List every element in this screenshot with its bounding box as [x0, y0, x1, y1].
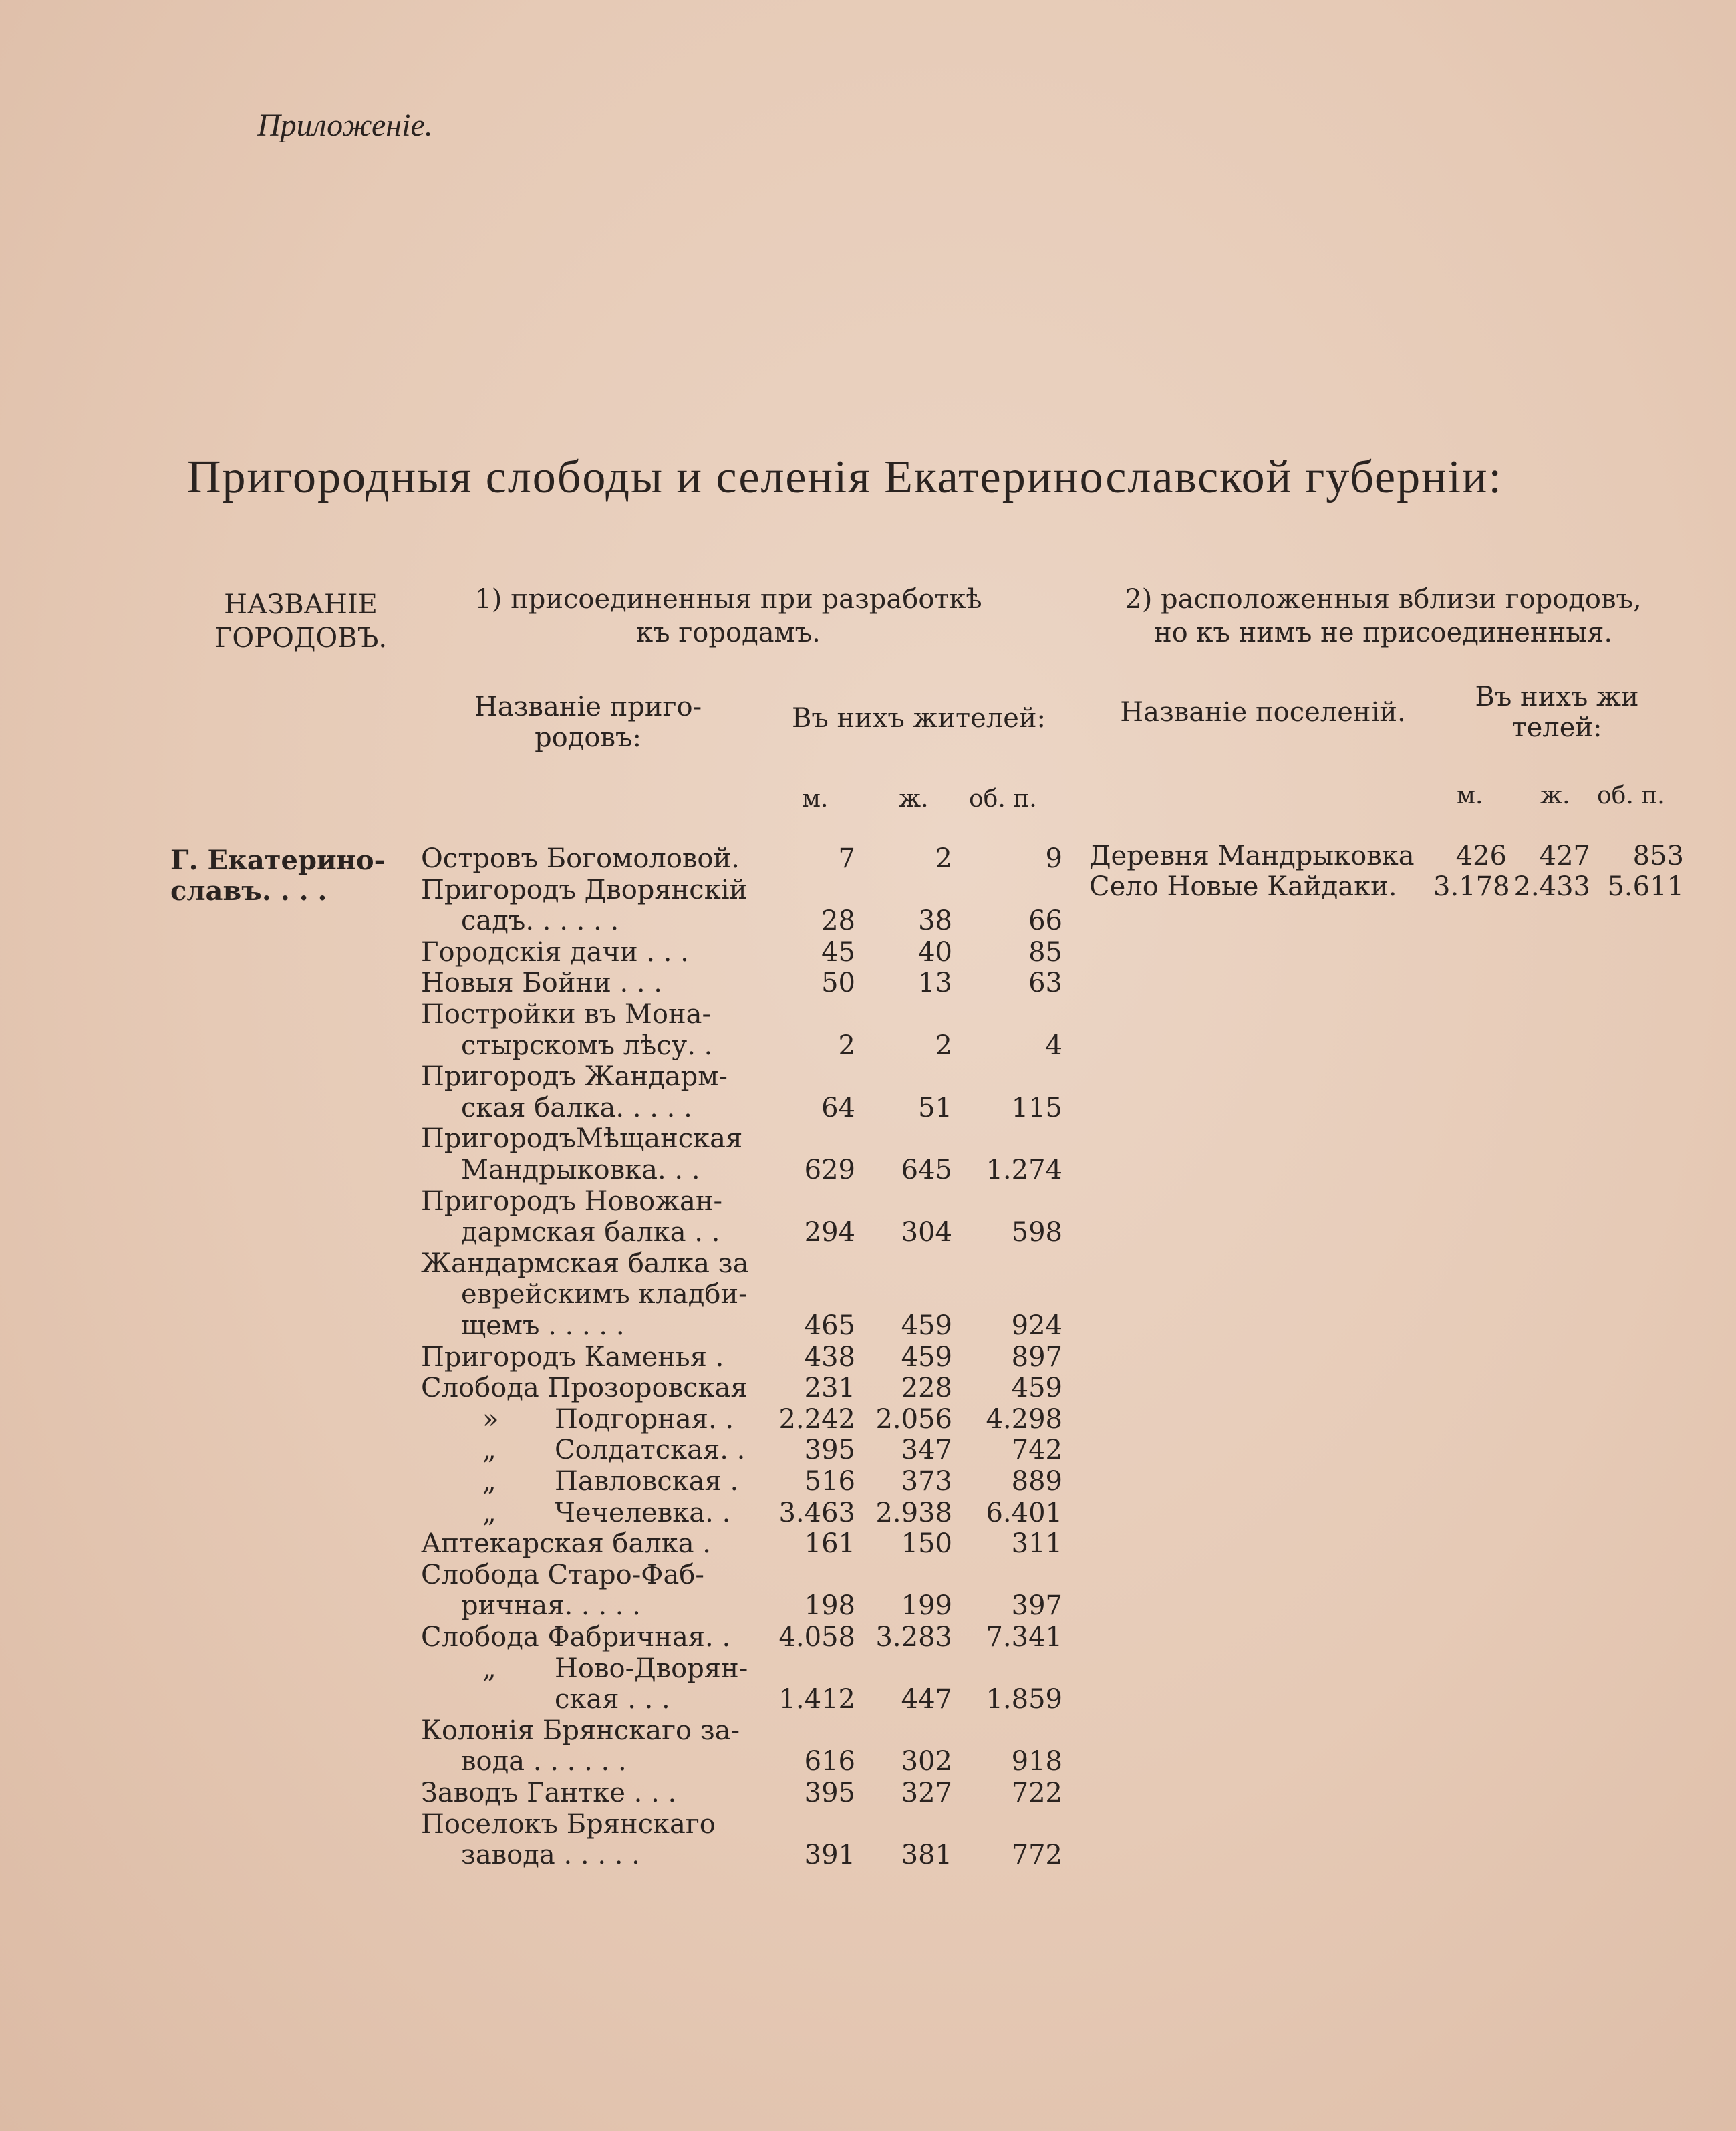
- ditto-mark: „: [482, 1466, 496, 1497]
- table-row: [0, 1435, 1736, 1465]
- count-male: 395: [804, 1435, 855, 1466]
- settlement-name: садъ. . . . . .: [461, 905, 619, 937]
- count-female: 459: [901, 1341, 952, 1373]
- table-row: [0, 1093, 1736, 1123]
- table-row: [0, 1155, 1736, 1185]
- count-total: 598: [1011, 1217, 1062, 1248]
- table-row: [0, 1342, 1736, 1373]
- settlement-name: Пригородъ Жандарм-: [421, 1061, 728, 1093]
- count-female: 38: [918, 905, 952, 937]
- table-row: [0, 1030, 1736, 1061]
- count-total: 459: [1011, 1373, 1062, 1404]
- subheader-line: родовъ:: [535, 722, 641, 753]
- count-male: 294: [804, 1217, 855, 1248]
- settlement-name: Жандармская балка за: [421, 1248, 749, 1279]
- header-city-line: ГОРОДОВЪ.: [214, 623, 388, 654]
- table-row: [0, 841, 1736, 871]
- count-female: 302: [901, 1746, 952, 1778]
- count-male: 50: [821, 968, 855, 999]
- count-female: 645: [901, 1155, 952, 1185]
- subheader-line: Въ нихъ жи: [1475, 682, 1639, 712]
- subheader-line: телей:: [1511, 712, 1602, 743]
- table-row: [0, 1310, 1736, 1341]
- count-total: 772: [1011, 1840, 1062, 1871]
- table-row: [0, 1746, 1736, 1777]
- settlement-name: Новыя Бойни . . .: [421, 968, 663, 999]
- count-total: 66: [1028, 905, 1062, 937]
- count-female: 373: [901, 1466, 952, 1497]
- count-male: 3.463: [778, 1497, 855, 1528]
- count-male: 3.178: [1433, 871, 1510, 902]
- count-total: 897: [1011, 1341, 1062, 1373]
- settlement-name: Постройки въ Мона-: [421, 999, 711, 1030]
- header-group1-line: къ городамъ.: [636, 617, 821, 648]
- count-male: 395: [804, 1778, 855, 1808]
- settlement-name: Деревня Мандрыковка: [1089, 841, 1415, 871]
- settlement-name: дармская балка . .: [461, 1217, 720, 1248]
- count-male: 391: [804, 1840, 855, 1871]
- table-row: [0, 1778, 1736, 1808]
- count-male: 2: [838, 1030, 855, 1061]
- settlement-name: Колонiя Брянскаго за-: [421, 1715, 740, 1746]
- header-group1-line: 1) присоединенныя при разработкѣ: [474, 584, 982, 615]
- count-female: 327: [901, 1778, 952, 1808]
- table-row: [0, 1653, 1736, 1684]
- header-group2: [1082, 583, 1684, 650]
- unit-m-1: м.: [802, 785, 829, 813]
- table-row: [0, 1186, 1736, 1217]
- count-female: 13: [918, 968, 952, 999]
- settlement-name: Пригородъ Новожан-: [421, 1185, 723, 1217]
- table-row: [0, 1404, 1736, 1435]
- settlement-name: ричная. . . . .: [461, 1590, 641, 1622]
- count-female: 2.433: [1513, 871, 1590, 902]
- table-row: [0, 1840, 1736, 1870]
- count-female: 304: [901, 1217, 952, 1248]
- count-female: 51: [918, 1092, 952, 1123]
- city-name-line: Г. Екатерино-: [170, 845, 386, 876]
- ditto-mark: »: [482, 1403, 499, 1435]
- count-total: 311: [1011, 1528, 1062, 1560]
- count-female: 228: [901, 1373, 952, 1404]
- header-city: [200, 588, 401, 655]
- count-male: 2.242: [778, 1403, 855, 1435]
- count-total: 9: [1045, 843, 1062, 874]
- unit-t-1: об. п.: [969, 785, 1037, 813]
- settlement-name: стырскомъ лѣсу. .: [461, 1030, 713, 1061]
- count-male: 7: [838, 843, 855, 874]
- count-male: 516: [804, 1466, 855, 1497]
- count-female: 199: [901, 1590, 952, 1622]
- settlement-name: ПригородъМѣщанская: [421, 1123, 743, 1155]
- subheader-pop2: [1443, 682, 1671, 743]
- settlement-name: Слобода Фабричная. .: [421, 1622, 731, 1653]
- count-total: 853: [1632, 841, 1684, 871]
- unit-f-2: ж.: [1540, 782, 1570, 809]
- subheader-line: Названiе приго-: [474, 692, 702, 722]
- count-male: 198: [804, 1590, 855, 1622]
- settlement-name: Мандрыковка. . .: [461, 1155, 700, 1185]
- subheader-pop1: Въ нихъ жителей:: [791, 703, 1046, 734]
- count-female: 2: [935, 843, 952, 874]
- count-male: 426: [1455, 841, 1507, 871]
- settlement-name: Слобода Старо-Фаб-: [421, 1559, 704, 1590]
- count-male: 1.412: [778, 1684, 855, 1715]
- header-group2-line: но къ нимъ не присоединенныя.: [1153, 617, 1613, 648]
- count-male: 629: [804, 1155, 855, 1185]
- count-female: 40: [918, 936, 952, 968]
- ditto-mark: „: [482, 1435, 496, 1466]
- count-total: 63: [1028, 968, 1062, 999]
- header-group2-line: 2) расположенныя вблизи городовъ,: [1125, 584, 1642, 615]
- settlement-name: Слобода Прозоровская: [421, 1373, 748, 1404]
- settlement-name: Пригородъ Каменья .: [421, 1341, 724, 1373]
- count-total: 1.274: [986, 1155, 1062, 1185]
- settlement-name: еврейскимъ кладби-: [461, 1279, 748, 1310]
- settlement-name: Солдатская. .: [555, 1435, 746, 1466]
- count-female: 381: [901, 1840, 952, 1871]
- subheader-names1: [441, 692, 735, 753]
- running-head: Приложенiе.: [257, 108, 433, 143]
- settlement-name: Село Новые Кайдаки.: [1089, 871, 1397, 902]
- count-male: 28: [821, 905, 855, 937]
- settlement-name: Пригородъ Дворянскiй: [421, 874, 748, 905]
- table-row: [0, 1528, 1736, 1559]
- count-total: 924: [1011, 1310, 1062, 1341]
- count-female: 447: [901, 1684, 952, 1715]
- count-female: 2.938: [875, 1497, 952, 1528]
- count-male: 45: [821, 936, 855, 968]
- settlement-name: Городскiя дачи . . .: [421, 936, 689, 968]
- count-female: 427: [1539, 841, 1590, 871]
- settlement-name: Павловская .: [555, 1466, 739, 1497]
- table-row: [0, 1498, 1736, 1528]
- count-female: 347: [901, 1435, 952, 1466]
- settlement-name: щемъ . . . . .: [461, 1310, 625, 1341]
- subheader-names2: Названiе поселенiй.: [1120, 697, 1406, 728]
- settlement-name: ская . . .: [555, 1684, 670, 1715]
- table-row: [0, 1061, 1736, 1092]
- header-city-line: НАЗВАНIЕ: [224, 589, 378, 620]
- table-row: [0, 968, 1736, 998]
- table-row: [0, 937, 1736, 968]
- settlement-name: Аптекарская балка .: [421, 1528, 712, 1560]
- count-total: 7.341: [986, 1622, 1062, 1653]
- count-male: 161: [804, 1528, 855, 1560]
- settlement-name: Подгорная. .: [555, 1403, 734, 1435]
- count-male: 465: [804, 1310, 855, 1341]
- settlement-name: ская балка. . . . .: [461, 1092, 692, 1123]
- count-male: 64: [821, 1092, 855, 1123]
- table-row: [0, 1622, 1736, 1653]
- table-row: [0, 871, 1736, 902]
- settlement-name: вода . . . . . .: [461, 1746, 627, 1778]
- count-male: 231: [804, 1373, 855, 1404]
- settlement-name: Поселокъ Брянскаго: [421, 1808, 716, 1840]
- unit-f-1: ж.: [899, 785, 929, 813]
- unit-m-2: м.: [1457, 782, 1483, 809]
- count-total: 918: [1011, 1746, 1062, 1778]
- table-row: [0, 1684, 1736, 1715]
- count-female: 2: [935, 1030, 952, 1061]
- header-group1: [428, 583, 1029, 650]
- table-row: [0, 1560, 1736, 1590]
- unit-t-2: об. п.: [1597, 782, 1665, 809]
- table-row: [0, 1590, 1736, 1621]
- table-row: [0, 1123, 1736, 1154]
- table-row: [0, 905, 1736, 936]
- count-male: 616: [804, 1746, 855, 1778]
- settlement-name: Чечелевка. .: [555, 1497, 731, 1528]
- settlement-name: Заводъ Гантке . . .: [421, 1778, 677, 1808]
- count-total: 5.611: [1607, 871, 1684, 902]
- ditto-mark: „: [482, 1653, 496, 1684]
- count-total: 4: [1045, 1030, 1062, 1061]
- table-row: [0, 1279, 1736, 1310]
- settlement-name: Ново-Дворян-: [555, 1653, 748, 1684]
- table-row: [0, 1248, 1736, 1279]
- table-row: [0, 1809, 1736, 1840]
- count-female: 3.283: [875, 1622, 952, 1653]
- table-row: [0, 999, 1736, 1030]
- count-female: 459: [901, 1310, 952, 1341]
- count-total: 722: [1011, 1778, 1062, 1808]
- table-row: [0, 1715, 1736, 1746]
- count-total: 1.859: [986, 1684, 1062, 1715]
- count-total: 4.298: [986, 1403, 1062, 1435]
- count-total: 742: [1011, 1435, 1062, 1466]
- count-total: 6.401: [986, 1497, 1062, 1528]
- settlement-name: завода . . . . .: [461, 1840, 640, 1871]
- count-total: 397: [1011, 1590, 1062, 1622]
- count-total: 85: [1028, 936, 1062, 968]
- count-male: 438: [804, 1341, 855, 1373]
- table-row: [0, 1217, 1736, 1248]
- count-total: 115: [1011, 1092, 1062, 1123]
- count-female: 2.056: [875, 1403, 952, 1435]
- settlement-name: Островъ Богомоловой.: [421, 843, 740, 874]
- count-female: 150: [901, 1528, 952, 1560]
- table-row: [0, 1373, 1736, 1403]
- table-row: [0, 1466, 1736, 1497]
- city-name-line: славъ. . . .: [170, 875, 327, 907]
- ditto-mark: „: [482, 1497, 496, 1528]
- count-male: 4.058: [778, 1622, 855, 1653]
- page-title: Пригородныя слободы и селенiя Екатеринославской губернiи:: [187, 452, 1503, 503]
- count-total: 889: [1011, 1466, 1062, 1497]
